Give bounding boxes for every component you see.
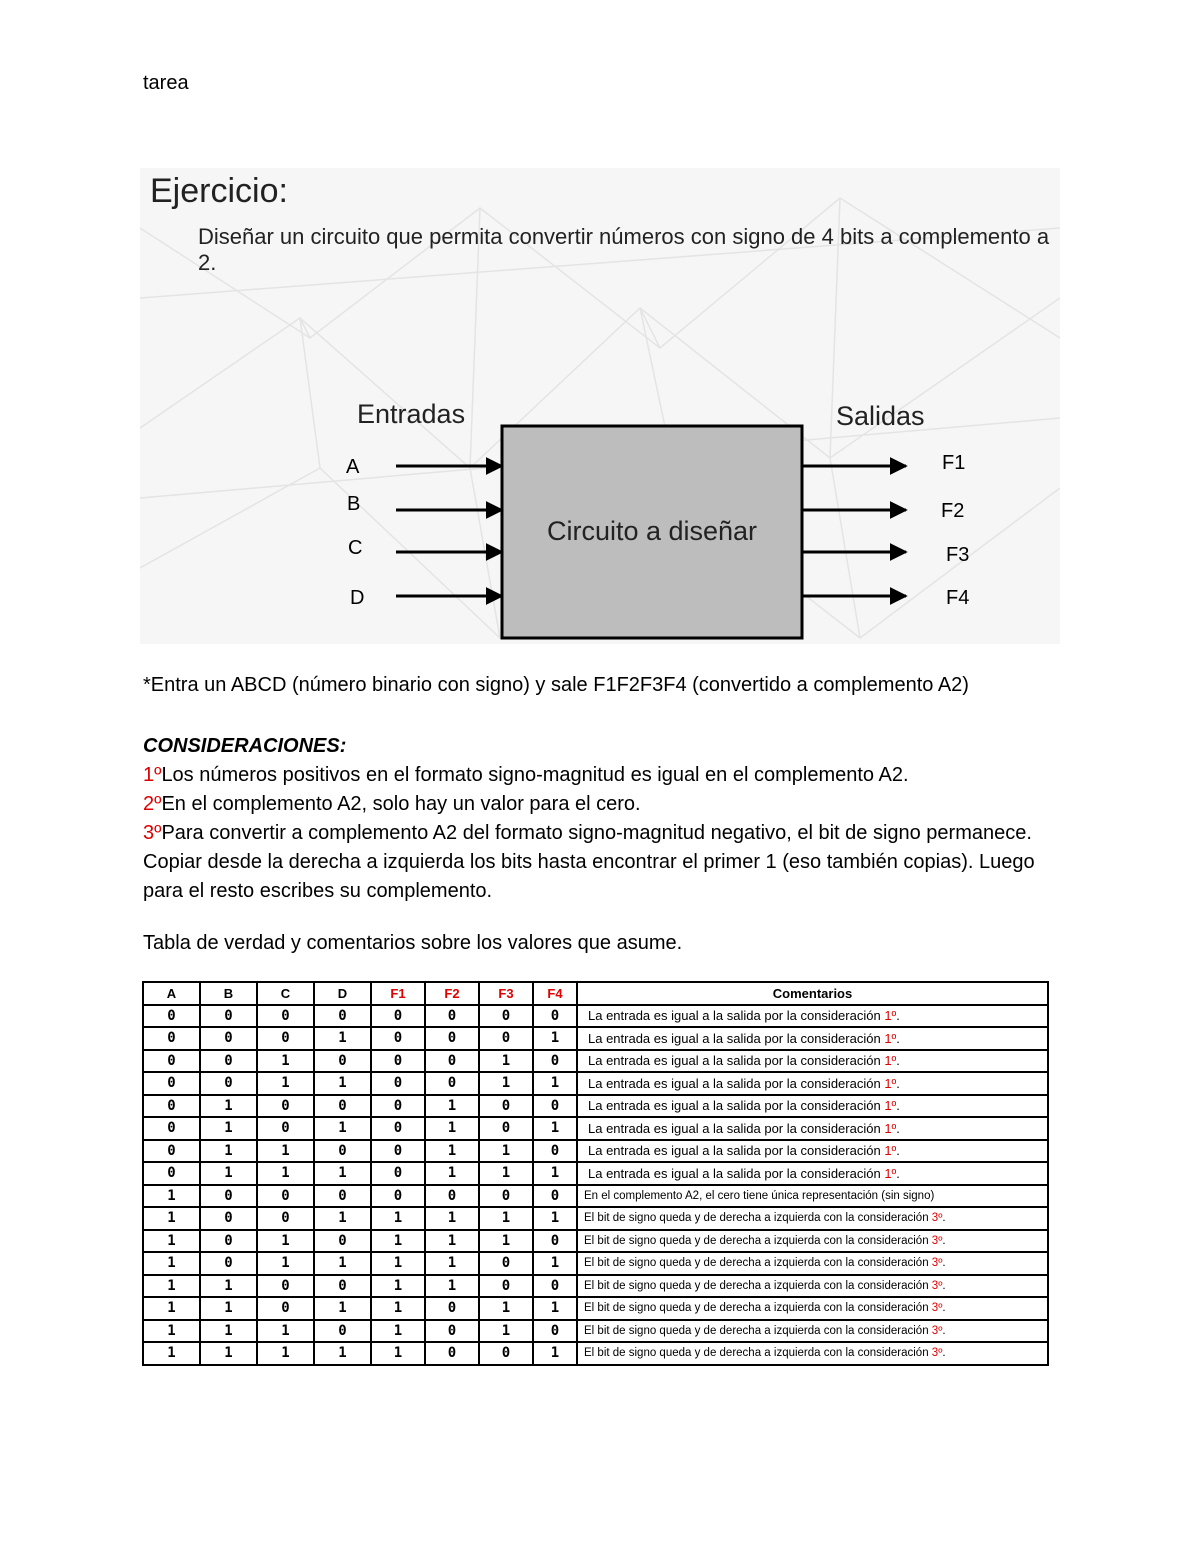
cell-f1: 1 xyxy=(371,1207,425,1230)
table-row xyxy=(143,1252,1048,1275)
output-label-f3: F3 xyxy=(946,544,970,566)
cell-f2: 1 xyxy=(425,1095,479,1118)
comment-end: . xyxy=(942,1302,946,1315)
header-f3: F3 xyxy=(479,982,533,1005)
comment-reference: 3º xyxy=(931,1324,943,1337)
cell-d: 1 xyxy=(314,1117,371,1140)
header-f2: F2 xyxy=(425,982,479,1005)
cell-d: 0 xyxy=(314,1275,371,1298)
header-a: A xyxy=(143,982,200,1005)
cell-a: 1 xyxy=(143,1275,200,1298)
cell-f4: 0 xyxy=(533,1050,577,1073)
cell-f2: 1 xyxy=(425,1162,479,1185)
comment-reference: 3º xyxy=(931,1234,943,1247)
cell-c: 1 xyxy=(257,1140,314,1163)
cell-f4: 0 xyxy=(533,1005,577,1028)
cell-a: 0 xyxy=(143,1095,200,1118)
outputs-label: Salidas xyxy=(836,401,925,431)
cell-f4: 1 xyxy=(533,1342,577,1365)
cell-f3: 0 xyxy=(479,1005,533,1028)
table-row xyxy=(143,1027,1048,1050)
comment-reference: 1º xyxy=(884,1030,897,1046)
cell-f1: 0 xyxy=(371,1072,425,1095)
comment-reference: 1º xyxy=(884,1098,897,1114)
cell-a: 0 xyxy=(143,1140,200,1163)
comment-text: La entrada es igual a la salida por la consideración xyxy=(588,1008,885,1024)
cell-b: 0 xyxy=(200,1005,257,1028)
cell-f4: 1 xyxy=(533,1117,577,1140)
cell-comment xyxy=(577,1072,1048,1095)
table-row xyxy=(143,1207,1048,1230)
cell-c: 0 xyxy=(257,1095,314,1118)
cell-f4: 1 xyxy=(533,1252,577,1275)
comment-text: El bit de signo queda y de derecha a izquierda con la consideración xyxy=(584,1347,932,1360)
cell-a: 1 xyxy=(143,1185,200,1208)
cell-f2: 1 xyxy=(425,1230,479,1253)
header-d: D xyxy=(314,982,371,1005)
cell-a: 0 xyxy=(143,1050,200,1073)
cell-f4: 0 xyxy=(533,1230,577,1253)
cell-b: 1 xyxy=(200,1275,257,1298)
cell-c: 1 xyxy=(257,1072,314,1095)
comment-text: El bit de signo queda y de derecha a izquierda con la consideración xyxy=(584,1212,932,1225)
cell-comment xyxy=(577,1005,1048,1028)
comment-reference: 3º xyxy=(931,1257,943,1270)
cell-f1: 0 xyxy=(371,1027,425,1050)
comment-reference: 1º xyxy=(884,1075,897,1091)
cell-b: 1 xyxy=(200,1117,257,1140)
cell-f2: 0 xyxy=(425,1050,479,1073)
cell-d: 0 xyxy=(314,1095,371,1118)
cell-c: 0 xyxy=(257,1027,314,1050)
table-row xyxy=(143,1320,1048,1343)
comment-text: El bit de signo queda y de derecha a izquierda con la consideración xyxy=(584,1324,932,1337)
cell-a: 1 xyxy=(143,1342,200,1365)
cell-f2: 0 xyxy=(425,1320,479,1343)
circuit-diagram xyxy=(140,168,1060,644)
cell-f1: 1 xyxy=(371,1297,425,1320)
comment-reference: 1º xyxy=(884,1143,897,1159)
cell-comment xyxy=(577,1027,1048,1050)
cell-f3: 0 xyxy=(479,1185,533,1208)
comment-reference: 1º xyxy=(884,1008,897,1024)
cell-f4: 0 xyxy=(533,1275,577,1298)
cell-c: 0 xyxy=(257,1117,314,1140)
comment-text: El bit de signo queda y de derecha a izquierda con la consideración xyxy=(584,1257,932,1270)
comment-end: . xyxy=(942,1324,946,1337)
cell-d: 1 xyxy=(314,1027,371,1050)
cell-c: 0 xyxy=(257,1185,314,1208)
table-row xyxy=(143,1005,1048,1028)
cell-f3: 1 xyxy=(479,1207,533,1230)
comment-text: La entrada es igual a la salida por la consideración xyxy=(588,1030,885,1046)
cell-f1: 0 xyxy=(371,1005,425,1028)
cell-f1: 0 xyxy=(371,1050,425,1073)
cell-b: 1 xyxy=(200,1095,257,1118)
header-f1: F1 xyxy=(371,982,425,1005)
comment-text: La entrada es igual a la salida por la consideración xyxy=(588,1120,885,1136)
output-label-f2: F2 xyxy=(941,500,965,522)
cell-a: 0 xyxy=(143,1027,200,1050)
cell-f4: 1 xyxy=(533,1072,577,1095)
inputs-label: Entradas xyxy=(357,399,466,429)
cell-f1: 0 xyxy=(371,1117,425,1140)
comment-text: La entrada es igual a la salida por la consideración xyxy=(588,1075,885,1091)
header-c: C xyxy=(257,982,314,1005)
comment-reference: 1º xyxy=(884,1053,897,1069)
cell-f1: 1 xyxy=(371,1342,425,1365)
cell-f1: 0 xyxy=(371,1095,425,1118)
input-label-d: D xyxy=(350,587,365,609)
header-b: B xyxy=(200,982,257,1005)
cell-a: 1 xyxy=(143,1230,200,1253)
cell-b: 0 xyxy=(200,1027,257,1050)
table-row xyxy=(143,1275,1048,1298)
cell-comment xyxy=(577,1185,1048,1208)
consideration-text: En el complemento A2, solo hay un valor para el cero. xyxy=(161,793,641,815)
cell-f2: 0 xyxy=(425,1297,479,1320)
cell-c: 0 xyxy=(257,1207,314,1230)
cell-f2: 0 xyxy=(425,1072,479,1095)
cell-f4: 1 xyxy=(533,1207,577,1230)
comment-end: . xyxy=(896,1030,900,1046)
cell-f2: 1 xyxy=(425,1140,479,1163)
cell-f1: 1 xyxy=(371,1320,425,1343)
comment-end: . xyxy=(896,1098,900,1114)
cell-comment xyxy=(577,1320,1048,1343)
comment-text: El bit de signo queda y de derecha a izquierda con la consideración xyxy=(584,1302,932,1315)
table-row xyxy=(143,1162,1048,1185)
cell-f2: 1 xyxy=(425,1275,479,1298)
header-comments: Comentarios xyxy=(577,982,1048,1005)
comment-text: En el complemento A2, el cero tiene única representación (sin signo) xyxy=(584,1189,935,1202)
truth-table-body xyxy=(143,1005,1048,1365)
comment-reference: 3º xyxy=(931,1279,943,1292)
cell-b: 1 xyxy=(200,1342,257,1365)
cell-f2: 0 xyxy=(425,1185,479,1208)
cell-a: 0 xyxy=(143,1117,200,1140)
cell-f1: 1 xyxy=(371,1230,425,1253)
cell-f3: 1 xyxy=(479,1162,533,1185)
cell-c: 1 xyxy=(257,1050,314,1073)
table-row xyxy=(143,1095,1048,1118)
cell-b: 0 xyxy=(200,1072,257,1095)
input-label-a: A xyxy=(346,456,360,478)
table-row xyxy=(143,1140,1048,1163)
cell-c: 1 xyxy=(257,1230,314,1253)
cell-f2: 0 xyxy=(425,1005,479,1028)
comment-reference: 1º xyxy=(884,1120,897,1136)
cell-d: 0 xyxy=(314,1140,371,1163)
cell-comment xyxy=(577,1342,1048,1365)
output-label-f1: F1 xyxy=(942,452,966,474)
comment-end: . xyxy=(942,1234,946,1247)
consideration-item xyxy=(143,790,1043,819)
cell-f3: 0 xyxy=(479,1027,533,1050)
consideration-number: 3º xyxy=(143,822,162,844)
cell-d: 1 xyxy=(314,1342,371,1365)
table-header-row xyxy=(143,982,1048,1005)
cell-a: 1 xyxy=(143,1252,200,1275)
comment-text: El bit de signo queda y de derecha a izquierda con la consideración xyxy=(584,1234,932,1247)
cell-f4: 0 xyxy=(533,1140,577,1163)
cell-comment xyxy=(577,1140,1048,1163)
cell-comment xyxy=(577,1275,1048,1298)
cell-comment xyxy=(577,1162,1048,1185)
cell-f4: 0 xyxy=(533,1320,577,1343)
cell-f2: 1 xyxy=(425,1117,479,1140)
cell-b: 1 xyxy=(200,1162,257,1185)
considerations xyxy=(143,732,1043,906)
comment-end: . xyxy=(896,1143,900,1159)
cell-f4: 1 xyxy=(533,1162,577,1185)
cell-f2: 1 xyxy=(425,1207,479,1230)
cell-c: 1 xyxy=(257,1342,314,1365)
cell-a: 0 xyxy=(143,1005,200,1028)
cell-f4: 1 xyxy=(533,1297,577,1320)
comment-text: El bit de signo queda y de derecha a izquierda con la consideración xyxy=(584,1279,932,1292)
consideration-number: 1º xyxy=(143,764,162,786)
comment-end: . xyxy=(896,1053,900,1069)
output-label-f4: F4 xyxy=(946,587,970,609)
cell-b: 1 xyxy=(200,1297,257,1320)
cell-f3: 1 xyxy=(479,1072,533,1095)
cell-a: 1 xyxy=(143,1320,200,1343)
comment-text: La entrada es igual a la salida por la consideración xyxy=(588,1053,885,1069)
cell-f3: 1 xyxy=(479,1230,533,1253)
cell-a: 0 xyxy=(143,1162,200,1185)
table-row xyxy=(143,1342,1048,1365)
cell-f4: 1 xyxy=(533,1027,577,1050)
cell-b: 1 xyxy=(200,1320,257,1343)
comment-end: . xyxy=(896,1165,900,1181)
cell-f3: 0 xyxy=(479,1342,533,1365)
table-row xyxy=(143,1230,1048,1253)
cell-comment xyxy=(577,1207,1048,1230)
cell-f2: 1 xyxy=(425,1252,479,1275)
cell-comment xyxy=(577,1297,1048,1320)
cell-c: 1 xyxy=(257,1162,314,1185)
comment-end: . xyxy=(942,1212,946,1225)
cell-f1: 1 xyxy=(371,1252,425,1275)
comment-end: . xyxy=(896,1008,900,1024)
cell-f3: 0 xyxy=(479,1275,533,1298)
cell-d: 1 xyxy=(314,1072,371,1095)
cell-d: 1 xyxy=(314,1297,371,1320)
cell-d: 1 xyxy=(314,1207,371,1230)
comment-reference: 3º xyxy=(931,1212,943,1225)
cell-f1: 0 xyxy=(371,1140,425,1163)
cell-f1: 1 xyxy=(371,1275,425,1298)
consideration-number: 2º xyxy=(143,793,162,815)
comment-text: La entrada es igual a la salida por la consideración xyxy=(588,1165,885,1181)
cell-d: 0 xyxy=(314,1050,371,1073)
input-label-c: C xyxy=(348,537,363,559)
figure-title: Ejercicio: xyxy=(150,172,288,210)
intro-text: *Entra un ABCD (número binario con signo) y sale F1F2F3F4 (convertido a complemento A2) xyxy=(143,674,969,696)
cell-f3: 1 xyxy=(479,1320,533,1343)
comment-end: . xyxy=(896,1120,900,1136)
table-title: Tabla de verdad y comentarios sobre los valores que asume. xyxy=(143,932,683,954)
cell-f3: 0 xyxy=(479,1117,533,1140)
circuit-box-label: Circuito a diseñar xyxy=(546,516,758,546)
cell-c: 1 xyxy=(257,1252,314,1275)
comment-text: La entrada es igual a la salida por la consideración xyxy=(588,1098,885,1114)
cell-b: 0 xyxy=(200,1207,257,1230)
cell-f3: 0 xyxy=(479,1252,533,1275)
cell-b: 0 xyxy=(200,1185,257,1208)
cell-f2: 0 xyxy=(425,1027,479,1050)
cell-comment xyxy=(577,1095,1048,1118)
cell-a: 0 xyxy=(143,1072,200,1095)
cell-c: 1 xyxy=(257,1320,314,1343)
cell-b: 1 xyxy=(200,1140,257,1163)
cell-f4: 0 xyxy=(533,1095,577,1118)
comment-end: . xyxy=(942,1279,946,1292)
table-row xyxy=(143,1297,1048,1320)
comment-reference: 1º xyxy=(884,1165,897,1181)
cell-d: 0 xyxy=(314,1185,371,1208)
cell-d: 0 xyxy=(314,1230,371,1253)
cell-a: 1 xyxy=(143,1207,200,1230)
cell-comment xyxy=(577,1117,1048,1140)
exercise-figure xyxy=(140,168,1060,644)
cell-f1: 0 xyxy=(371,1162,425,1185)
table-row xyxy=(143,1185,1048,1208)
table-row xyxy=(143,1050,1048,1073)
cell-f1: 0 xyxy=(371,1185,425,1208)
cell-comment xyxy=(577,1230,1048,1253)
figure-subtitle: Diseñar un circuito que permita convertir números con signo de 4 bits a complemento a 2. xyxy=(198,224,1050,275)
table-row xyxy=(143,1117,1048,1140)
truth-table xyxy=(142,981,1049,1366)
cell-d: 0 xyxy=(314,1320,371,1343)
cell-d: 1 xyxy=(314,1252,371,1275)
cell-d: 0 xyxy=(314,1005,371,1028)
considerations-title: CONSIDERACIONES: xyxy=(143,735,347,757)
cell-b: 0 xyxy=(200,1230,257,1253)
cell-c: 0 xyxy=(257,1297,314,1320)
comment-end: . xyxy=(942,1347,946,1360)
input-label-b: B xyxy=(347,493,361,515)
header-f4: F4 xyxy=(533,982,577,1005)
cell-b: 0 xyxy=(200,1050,257,1073)
page-header: tarea xyxy=(143,72,189,94)
comment-reference: 3º xyxy=(931,1302,943,1315)
comment-end: . xyxy=(942,1257,946,1270)
cell-a: 1 xyxy=(143,1297,200,1320)
comment-text: La entrada es igual a la salida por la consideración xyxy=(588,1143,885,1159)
table-row xyxy=(143,1072,1048,1095)
consideration-text: Para convertir a complemento A2 del formato signo-magnitud negativo, el bit de signo permanece. Copiar desde la derecha a izquierda los bits hasta encontrar el primer 1 (eso también copias). Luego para el resto escribes su complemento. xyxy=(143,822,1035,902)
cell-f4: 0 xyxy=(533,1185,577,1208)
cell-f3: 0 xyxy=(479,1095,533,1118)
cell-c: 0 xyxy=(257,1005,314,1028)
cell-d: 1 xyxy=(314,1162,371,1185)
cell-b: 0 xyxy=(200,1252,257,1275)
cell-comment xyxy=(577,1252,1048,1275)
cell-c: 0 xyxy=(257,1275,314,1298)
comment-reference: 3º xyxy=(931,1347,943,1360)
cell-f3: 1 xyxy=(479,1050,533,1073)
consideration-item xyxy=(143,819,1043,906)
cell-comment xyxy=(577,1050,1048,1073)
comment-end: . xyxy=(896,1075,900,1091)
cell-f3: 1 xyxy=(479,1297,533,1320)
consideration-item xyxy=(143,761,1043,790)
consideration-text: Los números positivos en el formato signo-magnitud es igual en el complemento A2. xyxy=(161,764,909,786)
cell-f3: 1 xyxy=(479,1140,533,1163)
cell-f2: 0 xyxy=(425,1342,479,1365)
